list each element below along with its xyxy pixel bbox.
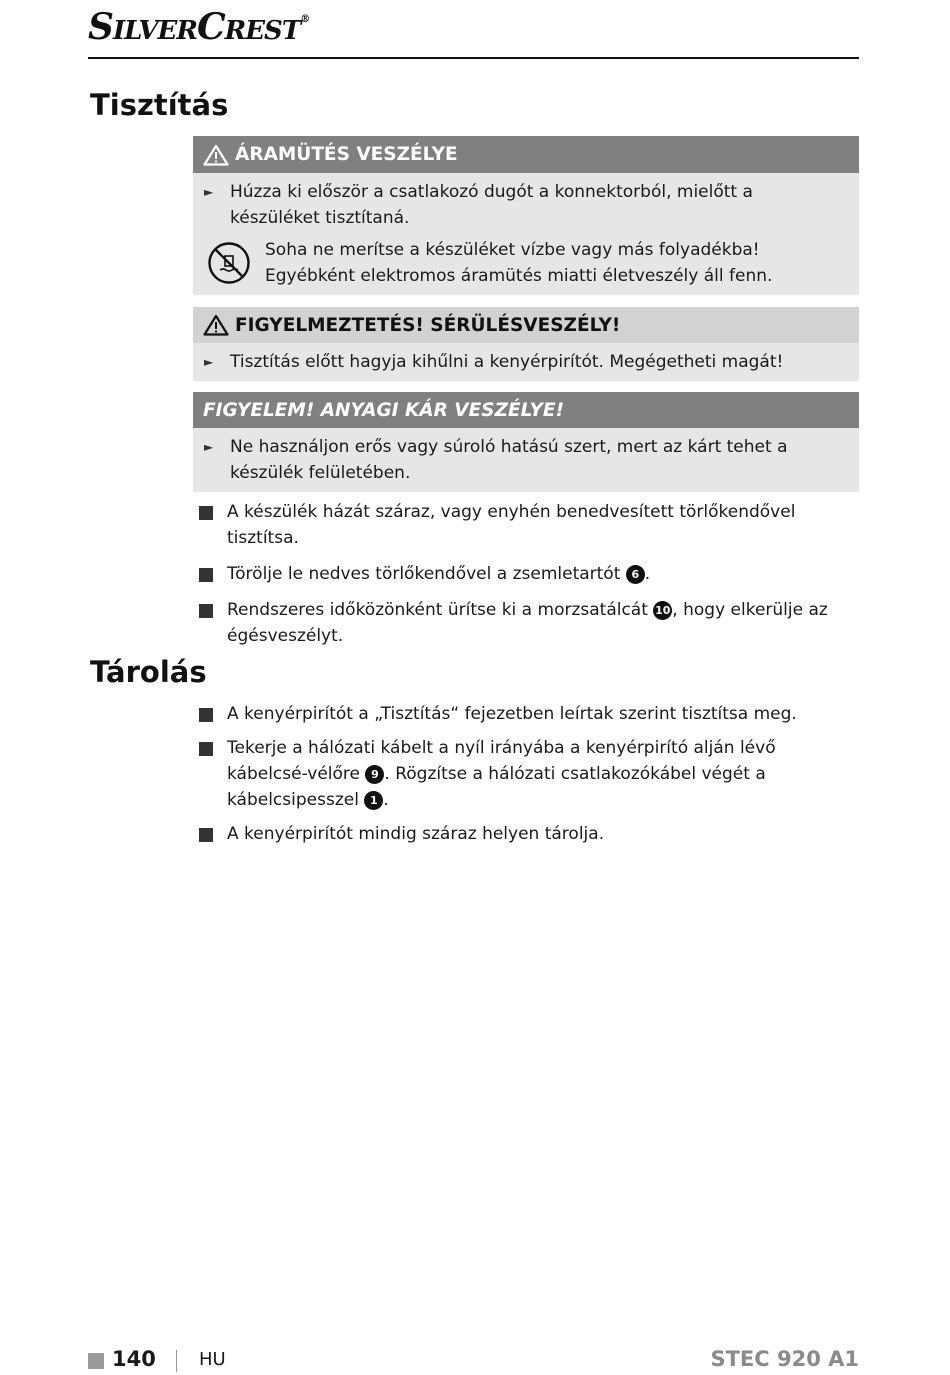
section-title-cleaning: Tisztítás — [90, 88, 229, 122]
page-number: 140 — [112, 1347, 156, 1371]
warning-item: ► Ne használjon erős vagy súroló hatású szert, mert az kárt tehet a készülék felületében. — [193, 428, 859, 492]
square-bullet-icon — [199, 742, 213, 756]
warning-header — [193, 307, 859, 343]
storage-bullet-list — [199, 701, 859, 857]
list-item: Törölje le nedves törlőkendővel a zsemletartót 6 . — [199, 561, 859, 587]
square-bullet-icon — [199, 708, 213, 722]
warning-header — [193, 392, 859, 428]
arrow-bullet-icon: ► — [204, 355, 214, 369]
warning-item: ► Tisztítás előtt hagyja kihűlni a kenyérpirítót. Megégetheti magát! — [193, 343, 859, 381]
warning-header — [193, 136, 859, 173]
warning-triangle-icon — [203, 314, 229, 336]
list-item: A kenyérpirítót mindig száraz helyen tárolja. — [199, 821, 859, 847]
square-bullet-icon — [199, 828, 213, 842]
cleaning-bullet-list — [199, 499, 859, 659]
warning-box-electric-shock — [193, 136, 859, 295]
no-immersion-notice: Soha ne merítse a készüléket vízbe vagy más folyadékba! Egyébként elektromos áramütés miatti életveszély áll fenn. — [193, 237, 859, 295]
page-footer — [88, 1347, 859, 1375]
arrow-bullet-icon: ► — [204, 440, 214, 454]
warning-box-injury — [193, 307, 859, 381]
part-number-badge: 6 — [626, 565, 645, 584]
square-bullet-icon — [199, 604, 213, 618]
list-item: A kenyérpirítót a „Tisztítás“ fejezetben leírtak szerint tisztítsa meg. — [199, 701, 859, 727]
part-number-badge: 10 — [653, 601, 672, 620]
list-item: Tekerje a hálózati kábelt a nyíl irányába a kenyérpirító alján lévő kábelcsé-vélőre 9 . Rögzítse a hálózati csatlakozókábel végét a kábelcsipesszel 1 . — [199, 735, 859, 813]
warning-title: ÁRAMÜTÉS VESZÉLYE — [235, 144, 458, 165]
footer-square-icon — [88, 1353, 104, 1369]
model-number: STEC 920 A1 — [710, 1347, 859, 1371]
header-rule — [88, 57, 859, 59]
language-code: HU — [199, 1349, 226, 1370]
warning-triangle-icon — [203, 144, 229, 166]
square-bullet-icon — [199, 568, 213, 582]
warning-title: FIGYELMEZTETÉS! SÉRÜLÉSVESZÉLY! — [235, 314, 621, 336]
part-number-badge: 9 — [365, 765, 384, 784]
section-title-storage: Tárolás — [90, 655, 207, 689]
warning-title: FIGYELEM! ANYAGI KÁR VESZÉLYE! — [203, 399, 565, 421]
part-number-badge: 1 — [364, 791, 383, 810]
list-item: Rendszeres időközönként ürítse ki a morzsatálcát 10 , hogy elkerülje az égésveszélyt. — [199, 597, 859, 649]
warning-item: ► Húzza ki először a csatlakozó dugót a konnektorból, mielőtt a készüléket tisztítaná. — [193, 173, 859, 237]
arrow-bullet-icon: ► — [204, 185, 214, 199]
square-bullet-icon — [199, 506, 213, 520]
no-water-immersion-icon — [207, 241, 251, 285]
warning-box-property-damage — [193, 392, 859, 492]
footer-divider — [176, 1350, 177, 1372]
list-item: A készülék házát száraz, vagy enyhén benedvesített törlőkendővel tisztítsa. — [199, 499, 859, 551]
brand-logo: SILVERCREST® — [88, 6, 310, 48]
